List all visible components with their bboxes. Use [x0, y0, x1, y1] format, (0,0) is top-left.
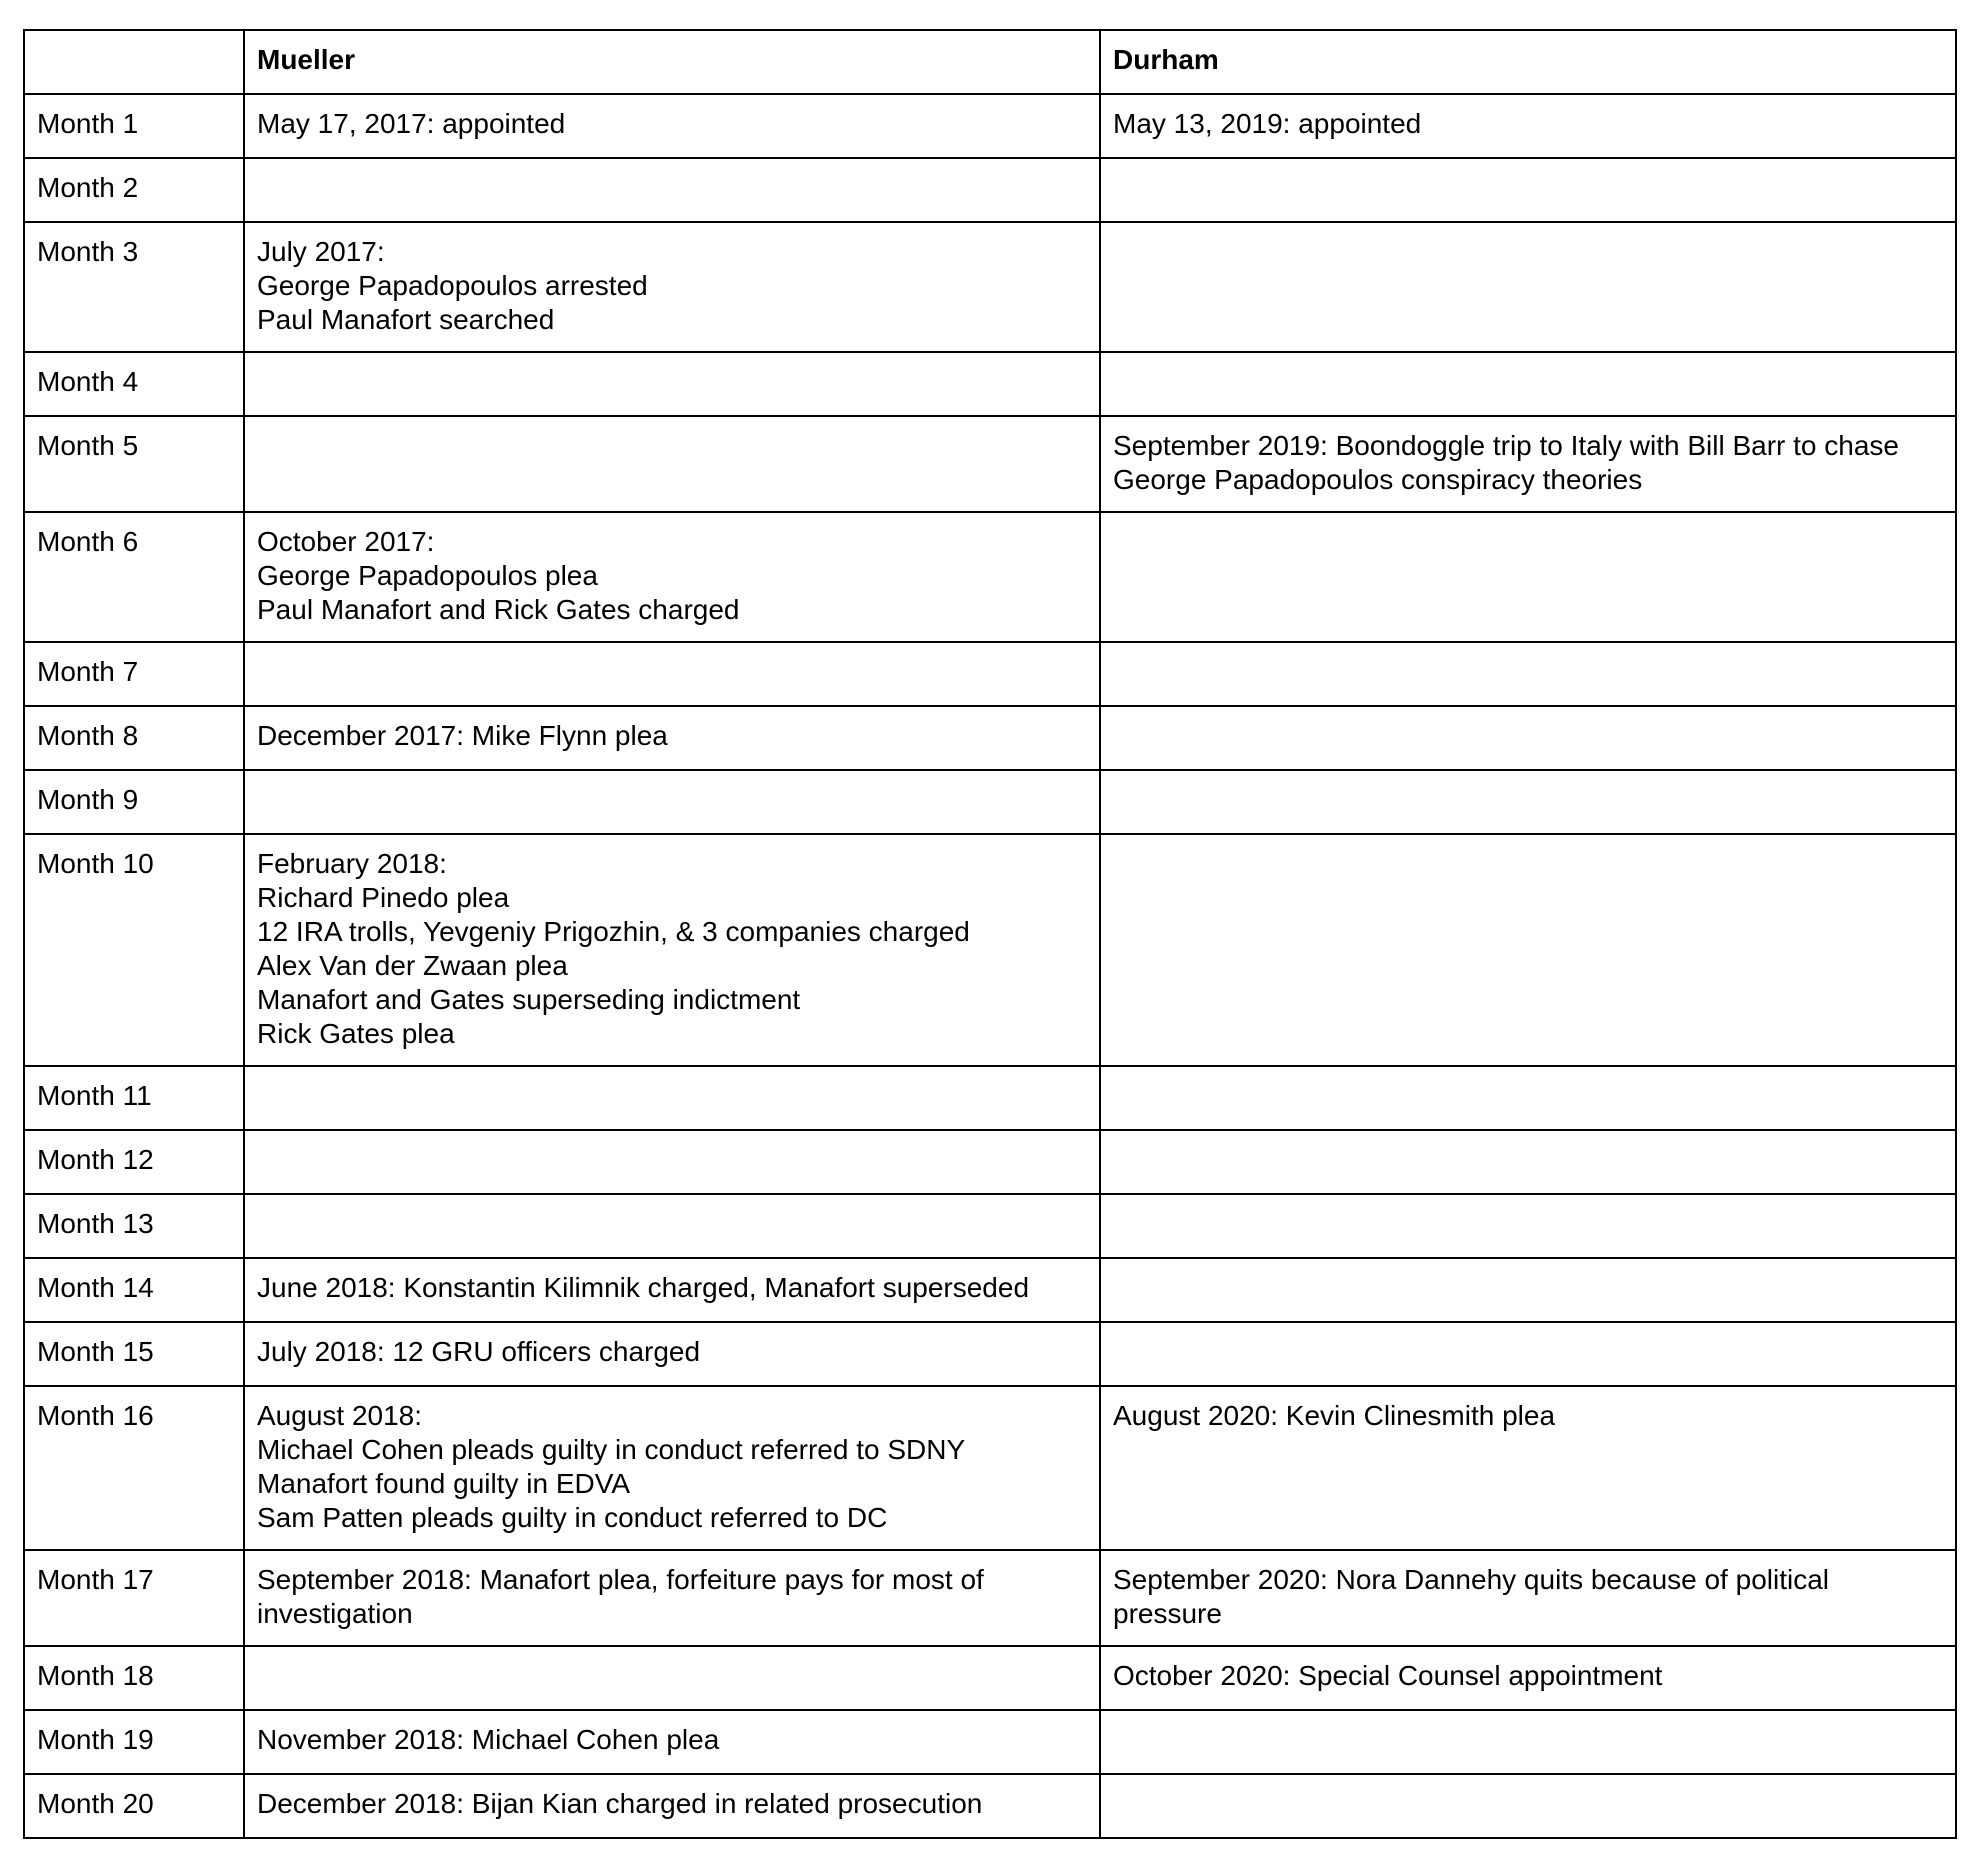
durham-cell: [1100, 1774, 1956, 1838]
table-row: [24, 706, 1956, 770]
mueller-entry-line: Richard Pinedo plea: [257, 882, 510, 913]
mueller-entry-line: May 17, 2017: appointed: [257, 108, 566, 139]
mueller-entry-line: December 2018: Bijan Kian charged in related prosecution: [257, 1788, 983, 1819]
mueller-entry-line: Alex Van der Zwaan plea: [257, 950, 568, 981]
durham-cell: [1100, 512, 1956, 642]
durham-entry-line: October 2020: Special Counsel appointment: [1113, 1660, 1663, 1691]
table-row: [24, 1386, 1956, 1550]
durham-cell: [1100, 1646, 1956, 1710]
mueller-entry-line: Michael Cohen pleads guilty in conduct referred to SDNY: [257, 1434, 966, 1465]
month-label-cell: Month 13: [24, 1194, 244, 1258]
month-label-cell: Month 6: [24, 512, 244, 642]
mueller-entry-line: September 2018: Manafort plea, forfeiture pays for most of investigation: [257, 1564, 984, 1629]
table-row: [24, 642, 1956, 706]
mueller-cell: [244, 642, 1100, 706]
month-label-cell: Month 14: [24, 1258, 244, 1322]
mueller-cell: [244, 158, 1100, 222]
table-row: [24, 770, 1956, 834]
month-label-cell: Month 8: [24, 706, 244, 770]
header-cell-durham: Durham: [1100, 30, 1956, 94]
mueller-entry-line: July 2018: 12 GRU officers charged: [257, 1336, 701, 1367]
table-row: [24, 1550, 1956, 1646]
month-label-cell: Month 2: [24, 158, 244, 222]
month-label-cell: Month 20: [24, 1774, 244, 1838]
mueller-entry-line: July 2017:: [257, 236, 385, 267]
durham-cell: [1100, 834, 1956, 1066]
table-row: [24, 1130, 1956, 1194]
month-label-cell: Month 9: [24, 770, 244, 834]
durham-cell: [1100, 1066, 1956, 1130]
mueller-cell: [244, 1194, 1100, 1258]
durham-cell: [1100, 94, 1956, 158]
mueller-entry-line: George Papadopoulos plea: [257, 560, 598, 591]
month-label-cell: Month 10: [24, 834, 244, 1066]
month-label-cell: Month 19: [24, 1710, 244, 1774]
mueller-cell: [244, 94, 1100, 158]
mueller-cell: [244, 1258, 1100, 1322]
durham-cell: [1100, 1130, 1956, 1194]
durham-cell: [1100, 1710, 1956, 1774]
table-row: [24, 1258, 1956, 1322]
durham-cell: [1100, 222, 1956, 352]
mueller-entry-line: Paul Manafort searched: [257, 304, 555, 335]
mueller-cell: [244, 1550, 1100, 1646]
mueller-cell: [244, 352, 1100, 416]
mueller-cell: [244, 416, 1100, 512]
table-row: [24, 1646, 1956, 1710]
mueller-cell: [244, 1646, 1100, 1710]
durham-cell: [1100, 1550, 1956, 1646]
month-label-cell: Month 12: [24, 1130, 244, 1194]
mueller-cell: [244, 1386, 1100, 1550]
table-body: [24, 94, 1956, 1838]
mueller-entry-line: Paul Manafort and Rick Gates charged: [257, 594, 740, 625]
mueller-entry-line: Rick Gates plea: [257, 1018, 455, 1049]
mueller-entry-line: Manafort found guilty in EDVA: [257, 1468, 631, 1499]
durham-cell: [1100, 706, 1956, 770]
timeline-table: [23, 29, 1957, 1839]
table-row: [24, 416, 1956, 512]
table-row: [24, 1194, 1956, 1258]
mueller-cell: [244, 1774, 1100, 1838]
table-row: [24, 222, 1956, 352]
mueller-entry-line: November 2018: Michael Cohen plea: [257, 1724, 720, 1755]
month-label-cell: Month 3: [24, 222, 244, 352]
table-row: [24, 834, 1956, 1066]
table-row: [24, 1774, 1956, 1838]
month-label-cell: Month 11: [24, 1066, 244, 1130]
durham-cell: [1100, 352, 1956, 416]
month-label-cell: Month 1: [24, 94, 244, 158]
header-cell-blank: [24, 30, 244, 94]
mueller-cell: [244, 1066, 1100, 1130]
mueller-cell: [244, 512, 1100, 642]
durham-entry-line: September 2019: Boondoggle trip to Italy with Bill Barr to chase George Papadopoulos conspiracy theories: [1113, 430, 1899, 495]
durham-cell: [1100, 416, 1956, 512]
header-row: [24, 30, 1956, 94]
mueller-entry-line: June 2018: Konstantin Kilimnik charged, Manafort superseded: [257, 1272, 1030, 1303]
mueller-entry-line: February 2018:: [257, 848, 447, 879]
mueller-entry-line: Manafort and Gates superseding indictment: [257, 984, 801, 1015]
durham-cell: [1100, 1386, 1956, 1550]
table-row: [24, 158, 1956, 222]
table-row: [24, 352, 1956, 416]
table-row: [24, 1322, 1956, 1386]
durham-cell: [1100, 158, 1956, 222]
mueller-cell: [244, 222, 1100, 352]
mueller-entry-line: December 2017: Mike Flynn plea: [257, 720, 668, 751]
mueller-cell: [244, 706, 1100, 770]
table-row: [24, 1710, 1956, 1774]
mueller-cell: [244, 834, 1100, 1066]
month-label-cell: Month 5: [24, 416, 244, 512]
mueller-entry-line: August 2018:: [257, 1400, 423, 1431]
durham-cell: [1100, 1194, 1956, 1258]
durham-cell: [1100, 642, 1956, 706]
durham-cell: [1100, 1258, 1956, 1322]
mueller-entry-line: George Papadopoulos arrested: [257, 270, 648, 301]
month-label-cell: Month 4: [24, 352, 244, 416]
durham-entry-line: September 2020: Nora Dannehy quits because of political pressure: [1113, 1564, 1829, 1629]
month-label-cell: Month 18: [24, 1646, 244, 1710]
table-row: [24, 1066, 1956, 1130]
durham-cell: [1100, 1322, 1956, 1386]
header-cell-mueller: Mueller: [244, 30, 1100, 94]
mueller-cell: [244, 1710, 1100, 1774]
month-label-cell: Month 16: [24, 1386, 244, 1550]
month-label-cell: Month 17: [24, 1550, 244, 1646]
month-label-cell: Month 7: [24, 642, 244, 706]
mueller-cell: [244, 770, 1100, 834]
table-row: [24, 512, 1956, 642]
mueller-cell: [244, 1130, 1100, 1194]
table-row: [24, 94, 1956, 158]
durham-cell: [1100, 770, 1956, 834]
mueller-entry-line: 12 IRA trolls, Yevgeniy Prigozhin, & 3 companies charged: [257, 916, 970, 947]
durham-entry-line: August 2020: Kevin Clinesmith plea: [1113, 1400, 1556, 1431]
mueller-cell: [244, 1322, 1100, 1386]
mueller-entry-line: Sam Patten pleads guilty in conduct referred to DC: [257, 1502, 888, 1533]
durham-entry-line: May 13, 2019: appointed: [1113, 108, 1422, 139]
mueller-entry-line: October 2017:: [257, 526, 435, 557]
month-label-cell: Month 15: [24, 1322, 244, 1386]
